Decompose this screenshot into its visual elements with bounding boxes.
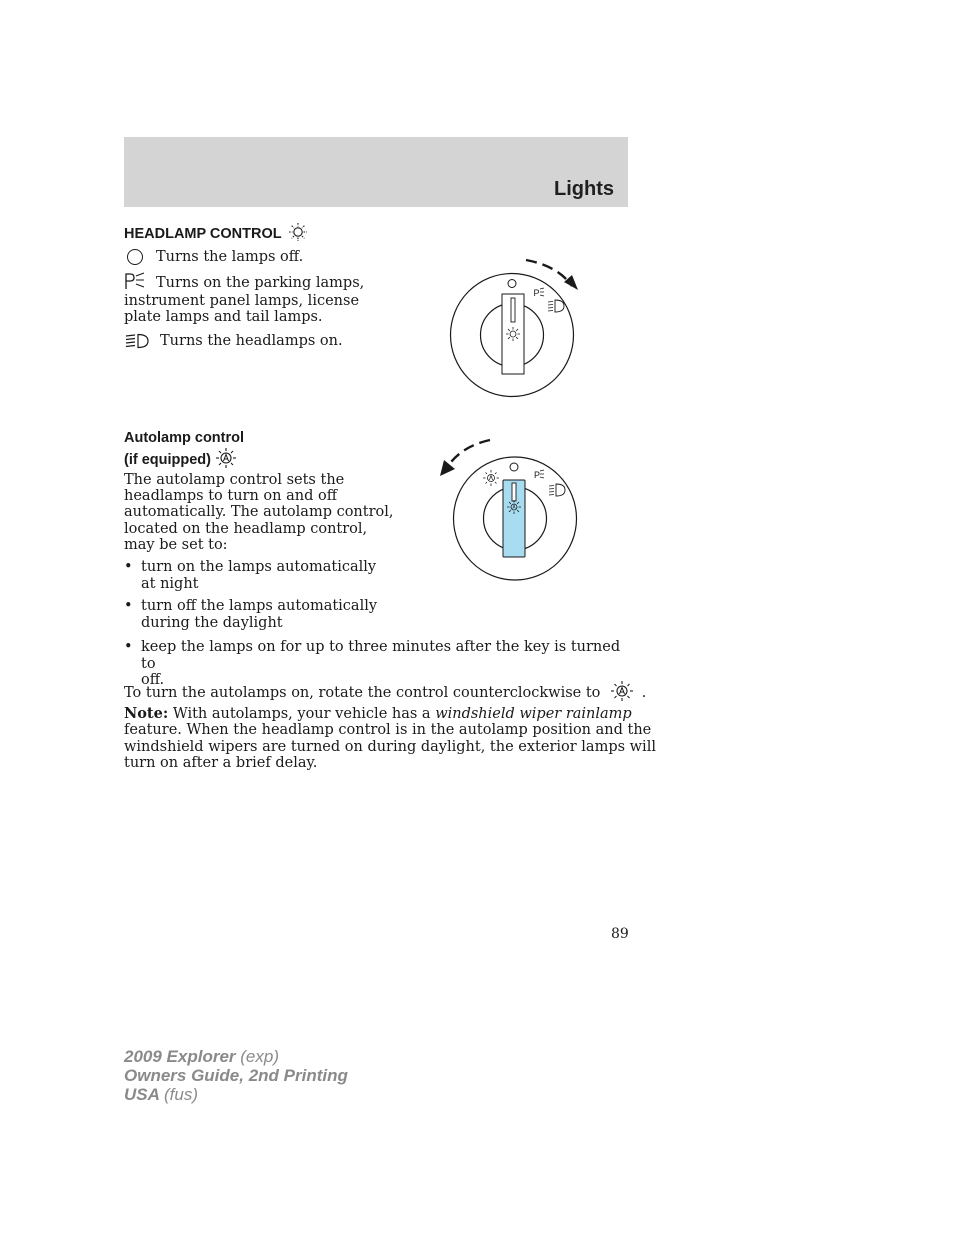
note-line3: windshield wipers are turned on during daylight, the exterior lamps will bbox=[124, 739, 656, 755]
off-description: Turns the lamps off. bbox=[156, 249, 304, 265]
list-item: • keep the lamps on for up to three minutes after the key is turned to off. bbox=[124, 639, 621, 688]
autolamp-intro-line1: The autolamp control sets the bbox=[124, 472, 345, 488]
headlamp-knob-diagram bbox=[440, 252, 590, 402]
autolamp-intro-line3: automatically. The autolamp control, bbox=[124, 504, 394, 520]
parking-description-line3: plate lamps and tail lamps. bbox=[124, 309, 323, 325]
rotate-instruction: To turn the autolamps on, rotate the control counterclockwise to . bbox=[124, 680, 646, 702]
autolamp-knob-diagram bbox=[436, 436, 586, 586]
list-item: • turn off the lamps automatically during the daylight bbox=[124, 598, 378, 631]
autolamp-intro-line2: headlamps to turn on and off bbox=[124, 488, 338, 504]
headlamps-description: Turns the headlamps on. bbox=[160, 333, 343, 349]
note-line2: feature. When the headlamp control is in the autolamp position and the bbox=[124, 722, 652, 738]
knob-headlamp-icon bbox=[549, 484, 565, 496]
autolamp-intro-line5: may be set to: bbox=[124, 537, 228, 553]
knob-parking-label: P bbox=[533, 288, 540, 298]
page-number: 89 bbox=[611, 926, 629, 942]
section-header-band bbox=[124, 137, 628, 207]
headlamp-control-heading: HEADLAMP CONTROL bbox=[124, 222, 309, 243]
autolamp-a-sun-icon bbox=[609, 680, 635, 702]
section-title: Lights bbox=[554, 178, 614, 200]
autolamp-a-sun-icon bbox=[215, 447, 237, 469]
off-circle-icon bbox=[126, 248, 144, 266]
parking-description-line1: Turns on the parking lamps, bbox=[156, 275, 365, 291]
autolamp-heading-line1: Autolamp control bbox=[124, 430, 245, 446]
autolamp-heading-line2: (if equipped) bbox=[124, 447, 237, 469]
knob-parking-label: P bbox=[534, 470, 541, 480]
footer-line3: USA (fus) bbox=[124, 1085, 198, 1104]
footer-line1: 2009 Explorer (exp) bbox=[124, 1047, 279, 1066]
note-line4: turn on after a brief delay. bbox=[124, 755, 318, 771]
parking-lamp-icon bbox=[124, 272, 146, 290]
autolamp-intro-line4: located on the headlamp control, bbox=[124, 521, 368, 537]
headlamp-beam-icon bbox=[124, 333, 150, 349]
note-line1: Note: With autolamps, your vehicle has a windshield wiper rainlamp bbox=[124, 705, 632, 722]
footer-line2: Owners Guide, 2nd Printing bbox=[124, 1066, 348, 1085]
list-item: • turn on the lamps automatically at night bbox=[124, 559, 377, 592]
knob-headlamp-icon bbox=[548, 300, 564, 312]
autolamp-position-icon bbox=[483, 470, 499, 486]
headlamp-sun-icon bbox=[287, 222, 309, 242]
parking-description-line2: instrument panel lamps, license bbox=[124, 293, 360, 309]
